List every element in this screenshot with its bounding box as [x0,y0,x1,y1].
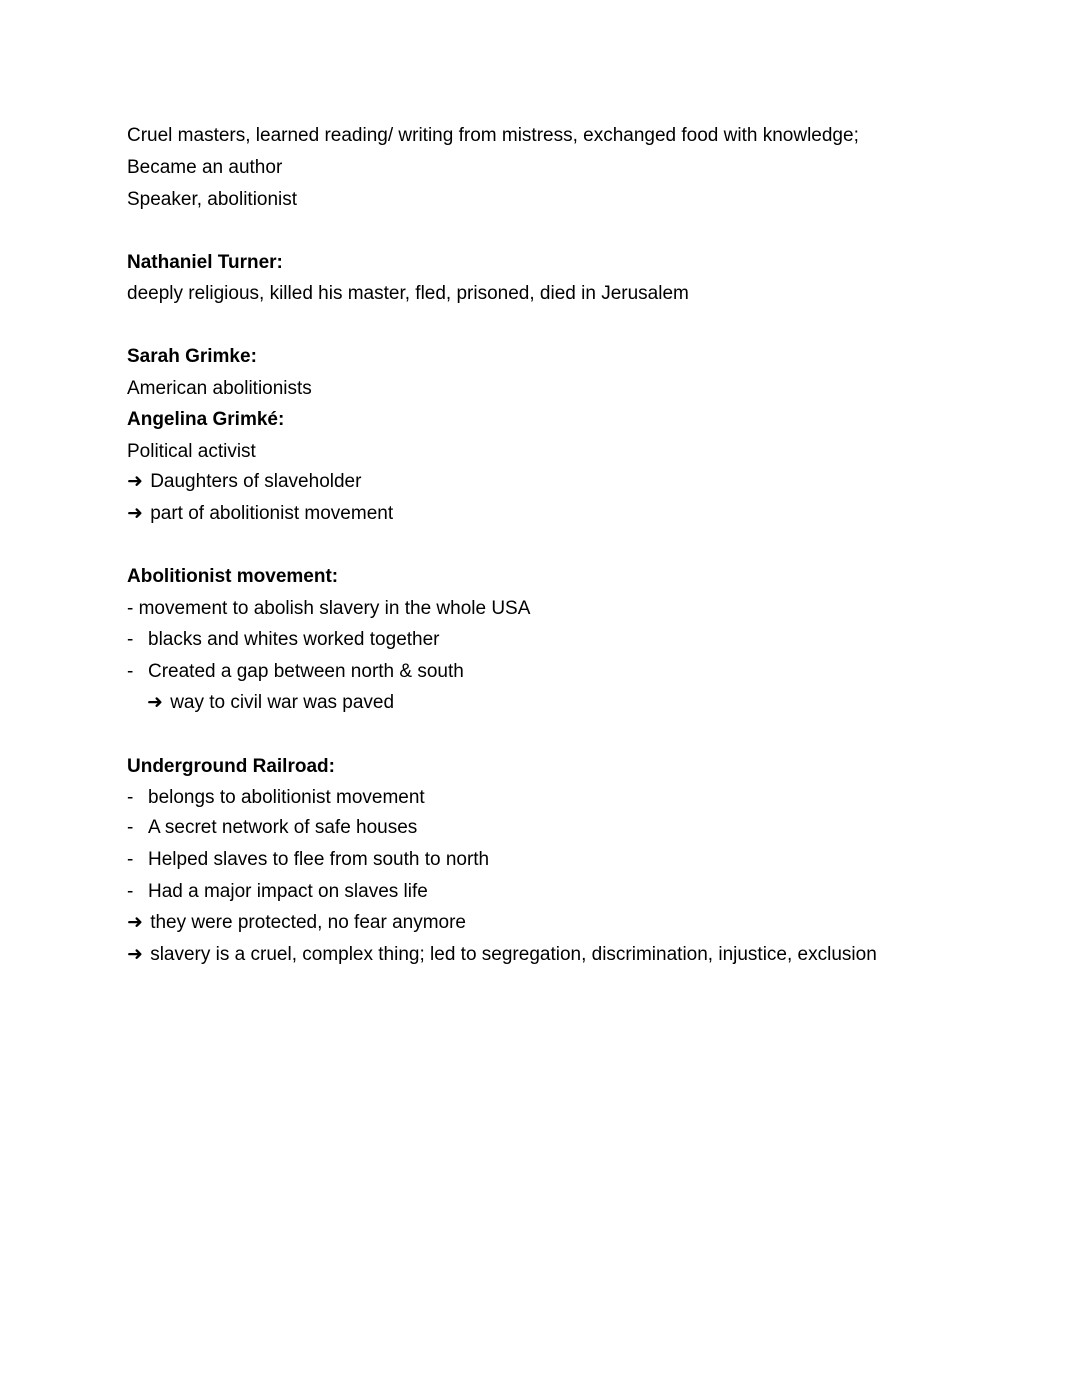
abolitionist-sub-arrow [147,691,394,715]
railroad-item-4-text: Had a major impact on slaves life [148,881,428,902]
arrow-icon: ➜ [127,503,143,524]
dash-bullet: - [127,661,134,682]
sarah-text: American abolitionists [127,378,312,399]
dash-bullet: - [127,629,134,650]
arrow-icon: ➜ [127,912,143,933]
intro-line-2: Became an author [127,157,283,178]
angelina-heading: Angelina Grimké: [127,409,285,430]
grimke-arrow-item-1 [127,470,361,494]
intro-line-1: Cruel masters, learned reading/ writing from mistress, exchanged food with knowledge; [127,125,859,146]
railroad-arrow-item-2 [127,943,877,967]
abolitionist-item-2-text: blacks and whites worked together [148,629,440,650]
railroad-arrow-text-2: slavery is a cruel, complex thing; led to segregation, discrimination, injustice, exclusion [150,944,877,965]
angelina-text: Political activist [127,441,256,462]
dash-bullet: - [127,817,134,838]
arrow-icon: ➜ [147,692,163,713]
grimke-arrow-text-1: Daughters of slaveholder [150,471,362,492]
abolitionist-heading: Abolitionist movement: [127,566,339,587]
intro-line-3: Speaker, abolitionist [127,189,298,210]
railroad-arrow-item-1 [127,911,466,935]
railroad-item-4 [127,880,428,904]
grimke-arrow-text-2: part of abolitionist movement [150,503,394,524]
arrow-icon: ➜ [127,944,143,965]
arrow-icon: ➜ [127,471,143,492]
turner-heading: Nathaniel Turner: [127,252,283,273]
grimke-arrow-item-2 [127,502,393,526]
abolitionist-item-3-text: Created a gap between north & south [148,661,464,682]
dash-bullet: - [127,881,134,902]
railroad-item-1-text: belongs to abolitionist movement [148,787,425,808]
railroad-item-3 [127,848,489,872]
abolitionist-sub-arrow-text: way to civil war was paved [170,692,395,713]
railroad-item-2 [127,816,417,840]
abolitionist-item-1: - movement to abolish slavery in the whole USA [127,598,531,619]
sarah-heading: Sarah Grimke: [127,346,257,367]
railroad-arrow-text-1: they were protected, no fear anymore [150,912,466,933]
railroad-item-2-text: A secret network of safe houses [148,817,418,838]
railroad-heading: Underground Railroad: [127,756,335,777]
turner-text: deeply religious, killed his master, fled, prisoned, died in Jerusalem [127,283,689,304]
abolitionist-item-2 [127,628,440,652]
railroad-item-3-text: Helped slaves to flee from south to north [148,849,490,870]
abolitionist-item-3 [127,660,464,684]
railroad-item-1 [127,786,425,810]
dash-bullet: - [127,787,134,808]
dash-bullet: - [127,849,134,870]
